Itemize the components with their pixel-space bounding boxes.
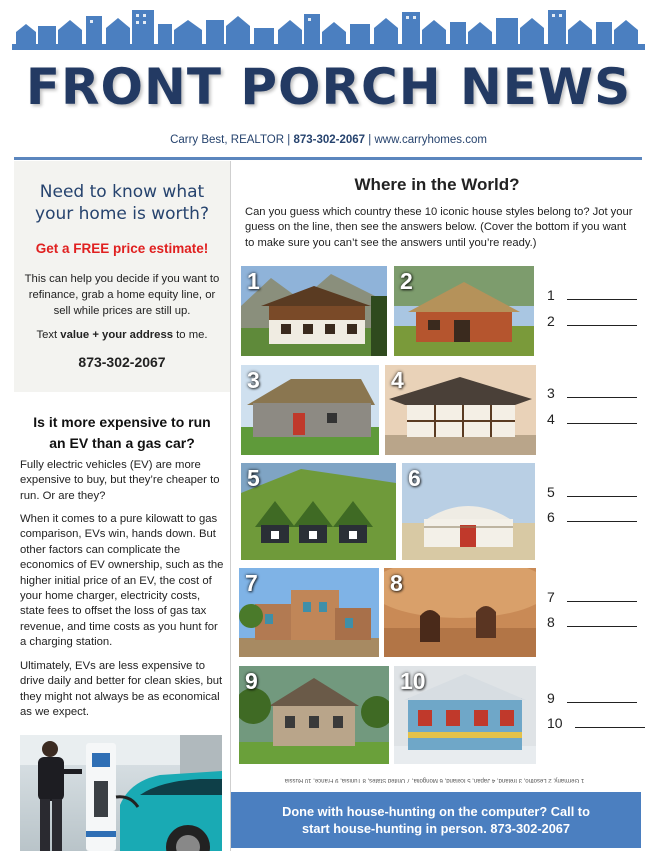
answer-number: 1 <box>547 287 555 303</box>
answer-line[interactable] <box>547 484 637 500</box>
answer-blank[interactable] <box>567 313 637 326</box>
estimate-heading-line: your home is worth? <box>35 204 209 224</box>
text-suffix: to me. <box>173 329 208 341</box>
photo-number: 1 <box>247 268 260 294</box>
answer-number: 2 <box>547 313 555 329</box>
quiz-title: Where in the World? <box>354 175 520 194</box>
estimate-phone: 873-302-2067 <box>78 354 166 370</box>
answer-number: 5 <box>547 484 555 500</box>
estimate-body: This can help you decide if you want to refinance, grab a home equity line, or sell while prices are still up. <box>24 273 220 317</box>
photo-number: 5 <box>247 465 260 491</box>
answer-line[interactable] <box>547 715 645 731</box>
thatched-round-hut-photo <box>394 266 534 356</box>
photo-number: 7 <box>245 570 258 596</box>
answer-line[interactable] <box>547 614 637 630</box>
upside-down-answer-key: 1 Germany, 2 Lesotho, 3 Ireland, 4 Japan, 5 Iceland, 6 Mongolia, 7 United States, 8 Tunisia, 9 France, 10 Russia <box>284 777 585 783</box>
footer-line: start house-hunting in person. 873-302-2067 <box>301 821 571 836</box>
answer-number: 7 <box>547 589 555 605</box>
answer-blank[interactable] <box>567 589 637 602</box>
header-divider <box>14 157 642 160</box>
alpine-chalet-photo <box>241 266 387 356</box>
city-skyline-banner <box>12 6 645 50</box>
answer-blank[interactable] <box>567 287 637 300</box>
estimate-text-instruction <box>14 329 230 341</box>
photo-number: 3 <box>247 367 260 393</box>
japanese-house-photo <box>385 365 536 455</box>
ev-paragraph: When it comes to a pure kilowatt to gas comparison, EVs win, hands down. But other factors can complicate the economics of EV ownership, such as the higher initial price of an EV, the cost of your home charger, electricity costs, state fees to offset the loss of gas tax revenue, and time costs as you hunt for a charging station. <box>20 513 224 649</box>
footer-line: Done with house-hunting on the computer? Call to <box>282 804 590 819</box>
estimate-heading-line: Need to know what <box>39 182 205 202</box>
newsletter-title: FRONT PORCH NEWS <box>25 58 632 116</box>
ev-charging-photo <box>20 735 222 851</box>
text-keyword: value + your address <box>60 329 174 341</box>
photo-number: 9 <box>245 668 258 694</box>
answer-line[interactable] <box>547 313 637 329</box>
turf-houses-photo <box>241 463 396 560</box>
estimate-heading <box>14 181 230 225</box>
quiz-intro: Can you guess which country these 10 iconic house styles belong to? Jot your guess on the line, then see the answers below. (Cover the bottom if you want to make sure you can’t see the answers until you’re ready.) <box>245 206 633 249</box>
answer-blank[interactable] <box>567 690 637 703</box>
answer-blank[interactable] <box>575 715 645 728</box>
price-estimate-box <box>14 161 230 392</box>
separator: | <box>287 134 291 146</box>
ev-paragraph: Fully electric vehicles (EV) are more expensive to buy, but they’re cheaper to run. Or are they? <box>20 459 220 502</box>
answer-number: 9 <box>547 690 555 706</box>
answer-blank[interactable] <box>567 614 637 627</box>
column-divider <box>230 161 231 851</box>
answer-line[interactable] <box>547 385 637 401</box>
answer-blank[interactable] <box>567 484 637 497</box>
answer-line[interactable] <box>547 690 637 706</box>
photo-number: 10 <box>400 668 426 694</box>
ev-paragraph: Ultimately, EVs are less expensive to drive daily and better for clean skies, but they might not always be as economical as we expect. <box>20 660 223 719</box>
photo-number: 8 <box>390 570 403 596</box>
text-prefix: Text <box>36 329 61 341</box>
answer-line[interactable] <box>547 411 637 427</box>
stone-thatched-cottage-photo <box>241 365 379 455</box>
answer-blank[interactable] <box>567 385 637 398</box>
adobe-pueblo-photo <box>239 568 379 657</box>
painted-russian-house-photo <box>394 666 536 764</box>
answer-blank[interactable] <box>567 411 637 424</box>
agent-name: Carry Best, REALTOR <box>170 134 285 146</box>
answer-line[interactable] <box>547 287 637 303</box>
answer-number: 6 <box>547 509 555 525</box>
answer-line[interactable] <box>547 509 637 525</box>
cave-dwelling-photo <box>384 568 536 657</box>
answer-number: 8 <box>547 614 555 630</box>
free-estimate-cta: Get a FREE price estimate! <box>35 241 209 256</box>
ev-heading-line: an EV than a gas car? <box>49 435 195 451</box>
photo-number: 2 <box>400 268 413 294</box>
photo-number: 6 <box>408 465 421 491</box>
yurt-photo <box>402 463 535 560</box>
answer-number: 4 <box>547 411 555 427</box>
answer-blank[interactable] <box>567 509 637 522</box>
answer-number: 10 <box>547 715 563 731</box>
separator: | <box>368 134 372 146</box>
agent-phone: 873-302-2067 <box>293 134 366 146</box>
footer-cta-banner <box>231 792 641 848</box>
contact-line <box>0 134 657 146</box>
ev-heading-line: Is it more expensive to run <box>33 414 211 430</box>
answer-number: 3 <box>547 385 555 401</box>
answer-line[interactable] <box>547 589 637 605</box>
agent-website[interactable]: www.carryhomes.com <box>374 134 487 146</box>
photo-number: 4 <box>391 367 404 393</box>
ev-article-heading <box>14 412 230 454</box>
french-chateau-photo <box>239 666 389 764</box>
